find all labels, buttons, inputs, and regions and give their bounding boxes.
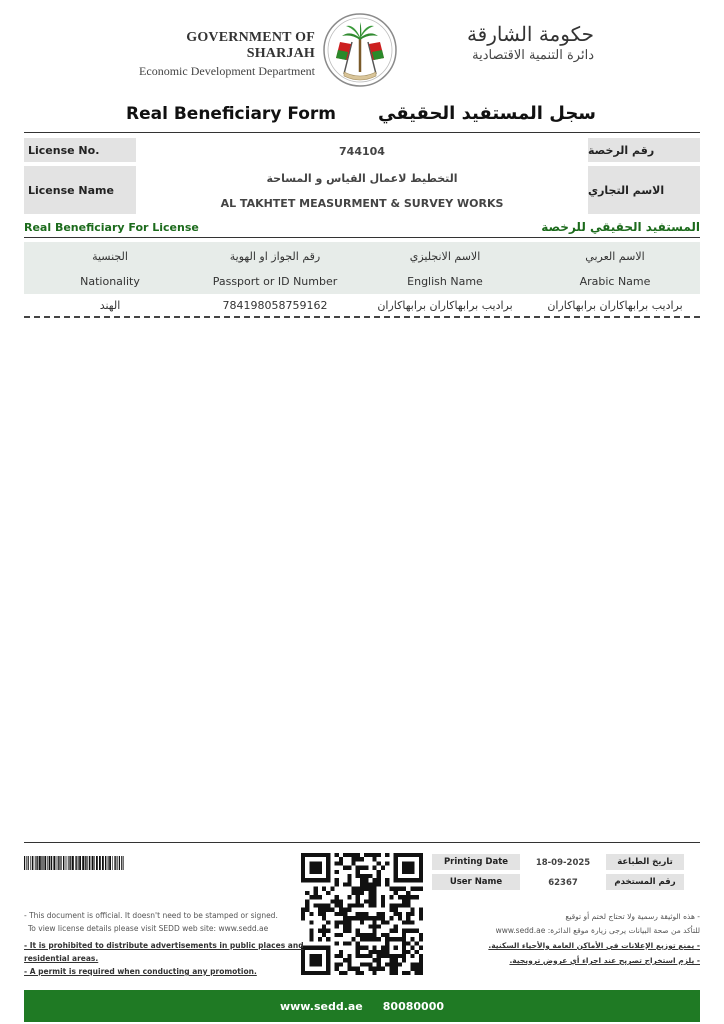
qr-code-icon xyxy=(301,853,423,975)
printing-date-label-ar: تاريخ الطباعة xyxy=(606,854,684,870)
note-en-website: To view license details please visit SEDD web site: www.sedd.ae xyxy=(28,924,269,933)
col-arabic-name-ar: الاسم العربي xyxy=(585,250,645,263)
government-name-en: GOVERNMENT OF SHARJAH xyxy=(186,30,315,61)
user-name-label-ar: رقم المستخدم xyxy=(606,874,684,890)
department-name-ar: دائرة التنمية الاقتصادية xyxy=(472,48,594,63)
divider xyxy=(24,237,700,238)
note-en-ads-1: - It is prohibited to distribute advertisements in public places and xyxy=(24,941,304,950)
col-passport-en: Passport or ID Number xyxy=(212,275,338,288)
license-name-value-ar: التخطيط لاعمال القياس و المساحة xyxy=(266,172,458,185)
license-no-label-ar: رقم الرخصة xyxy=(588,138,700,162)
col-nationality-en: Nationality xyxy=(80,275,140,288)
government-name-ar: حكومة الشارقة xyxy=(466,22,594,46)
col-arabic-name-en: Arabic Name xyxy=(579,275,651,288)
footer-divider xyxy=(24,842,700,843)
note-ar-ads: - يمنع توزيع الإعلانات في الأماكن العامة والأحياء السكنية. xyxy=(488,941,700,950)
website-link[interactable]: www.sedd.ae xyxy=(279,999,363,1013)
form-title-en: Real Beneficiary Form xyxy=(126,104,337,124)
license-name-label-ar: الاسم التجاري xyxy=(588,166,700,214)
note-en-permit: - A permit is required when conducting any promotion. xyxy=(24,967,257,976)
section-title-ar: المستفيد الحقيقي للرخصة xyxy=(541,220,700,234)
row-english-name: براديب برابهاكاران برابهاكاران xyxy=(377,299,513,312)
table-end-divider xyxy=(24,316,700,318)
col-passport-ar: رقم الجواز او الهوية xyxy=(229,250,321,263)
user-name-value: 62367 xyxy=(548,878,578,888)
note-en-official: - This document is official. It doesn't need to be stamped or signed. xyxy=(24,911,278,920)
department-name-en: Economic Development Department xyxy=(139,64,315,78)
section-title-en: Real Beneficiary For License xyxy=(24,221,199,234)
col-nationality-ar: الجنسية xyxy=(92,250,128,263)
form-title-ar: سجل المستفيد الحقيقي xyxy=(377,103,596,124)
note-ar-website: للتأكد من صحة البيانات يرجى زيارة موقع الدائرة: www.sedd.ae xyxy=(495,926,700,935)
col-english-name-ar: الاسم الانجليزي xyxy=(409,250,481,263)
license-no-label-en: License No. xyxy=(24,138,136,162)
note-en-ads-2: residential areas. xyxy=(24,954,99,963)
license-name-label-en: License Name xyxy=(24,166,136,214)
license-name-value-en: AL TAKHTET MEASURMENT & SURVEY WORKS xyxy=(220,197,504,210)
user-name-label-en: User Name xyxy=(432,874,520,890)
row-arabic-name: براديب برابهاكاران برابهاكاران xyxy=(547,299,683,312)
header-english xyxy=(130,30,315,79)
sharjah-emblem-icon xyxy=(322,12,398,88)
divider xyxy=(24,132,700,133)
printing-date-label-en: Printing Date xyxy=(432,854,520,870)
printing-date-value: 18-09-2025 xyxy=(535,858,591,868)
col-english-name-en: English Name xyxy=(407,275,483,288)
barcode-icon xyxy=(24,856,124,870)
phone-number: 80080000 xyxy=(382,999,444,1013)
row-nationality: الهند xyxy=(99,299,121,312)
header-arabic xyxy=(404,22,594,63)
row-passport-number: 784198058759162 xyxy=(222,299,328,312)
note-ar-official: - هذه الوثيقة رسمية ولا تحتاج لختم أو توقيع xyxy=(565,912,700,921)
note-ar-permit: - يلزم استخراج تصريح عند اجراء أي عروض ترويجية. xyxy=(509,956,700,965)
footer-contact-bar xyxy=(24,990,700,1022)
license-no-value: 744104 xyxy=(339,145,385,158)
